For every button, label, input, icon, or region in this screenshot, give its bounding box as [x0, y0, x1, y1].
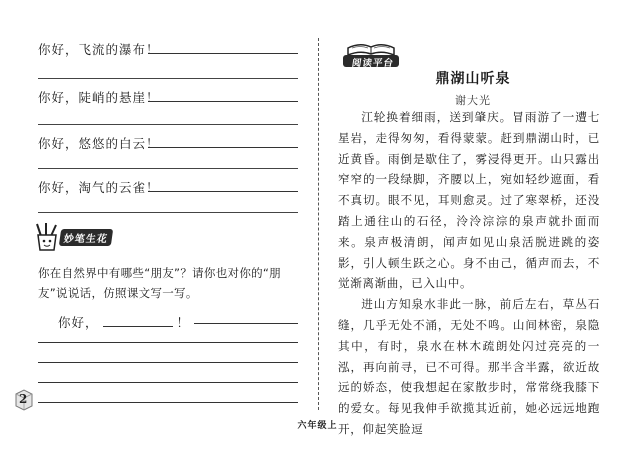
greeting-line-1: 你好，飞流的瀑布！: [38, 42, 160, 57]
greeting-line-4: 你好，淘气的云雀！: [38, 180, 160, 195]
paragraph: 江轮换着细雨，送到肇庆。冒雨游了一遭七星岩，走得匆匆，看得蒙蒙。赶到鼎湖山时，已近黄昏。雨倒是歇住了，雾浸得更开。山只露出窄窄的一段绿脚，齐腰以上，宛如轻纱遮面，看不真切。眼不见，耳则愈灵。过了寒翠桥，还没踏上通往山的石径，泠泠淙淙的泉声就扑面而来。泉声极清朗，闻声如见山泉活脱进跳的姿影，引人顿生跃之心。身不由己，循声而去，不觉渐离渐曲，已入山中。: [338, 110, 600, 291]
fill-prefix: 你好，: [58, 315, 99, 330]
article-body: [338, 107, 600, 440]
writing-line: [38, 342, 298, 343]
page-number: 2: [19, 392, 28, 406]
separator-line: [38, 78, 298, 79]
reading-section-badge: [342, 38, 400, 68]
fill-suffix: ！: [176, 315, 191, 330]
writing-section-badge: [34, 222, 112, 252]
section-badge-label: 妙笔生花: [59, 229, 113, 246]
answer-line: [148, 53, 298, 54]
article-title: 鼎湖山听泉: [435, 71, 511, 87]
page-number-block: [14, 388, 34, 412]
answer-line: [194, 323, 298, 324]
section-badge-label: 阅读平台: [351, 58, 395, 69]
greeting-line-2: 你好，陡峭的悬崖！: [38, 90, 160, 105]
writing-line: [38, 402, 298, 403]
friend-blank[interactable]: [103, 314, 173, 327]
separator-line: [38, 168, 298, 169]
grade-footer: 六年级上: [297, 421, 338, 431]
paragraph: 进山方知泉水非此一脉，前后左右，草丛石缝，几乎无处不涌，无处不鸣。山间林密，泉隐其中，有时，泉水在林木疏朗处闪过亮亮的一泓，再向前寻，已不可得。那半含半露，欲近故远的娇态，使我想起在家散步时，常常绕我膝下的爱女。每见我伸手欲揽其近前，她必远远地跑开，仰起笑脸逗: [338, 297, 600, 436]
writing-line: [38, 362, 298, 363]
greeting-line-3: 你好，悠悠的白云！: [38, 136, 160, 151]
separator-line: [38, 124, 298, 125]
fill-in-line: [58, 313, 190, 331]
separator-line: [38, 212, 298, 213]
writing-prompt: 你在自然界中有哪些“朋友”？请你也对你的“朋友”说说话，仿照课文写一写。: [38, 266, 281, 300]
answer-line: [148, 191, 298, 192]
answer-line: [148, 101, 298, 102]
writing-line: [38, 382, 298, 383]
article-author: 谢大光: [455, 94, 491, 107]
answer-line: [148, 147, 298, 148]
column-divider: [318, 38, 319, 410]
pen-cup-icon: [34, 222, 60, 252]
